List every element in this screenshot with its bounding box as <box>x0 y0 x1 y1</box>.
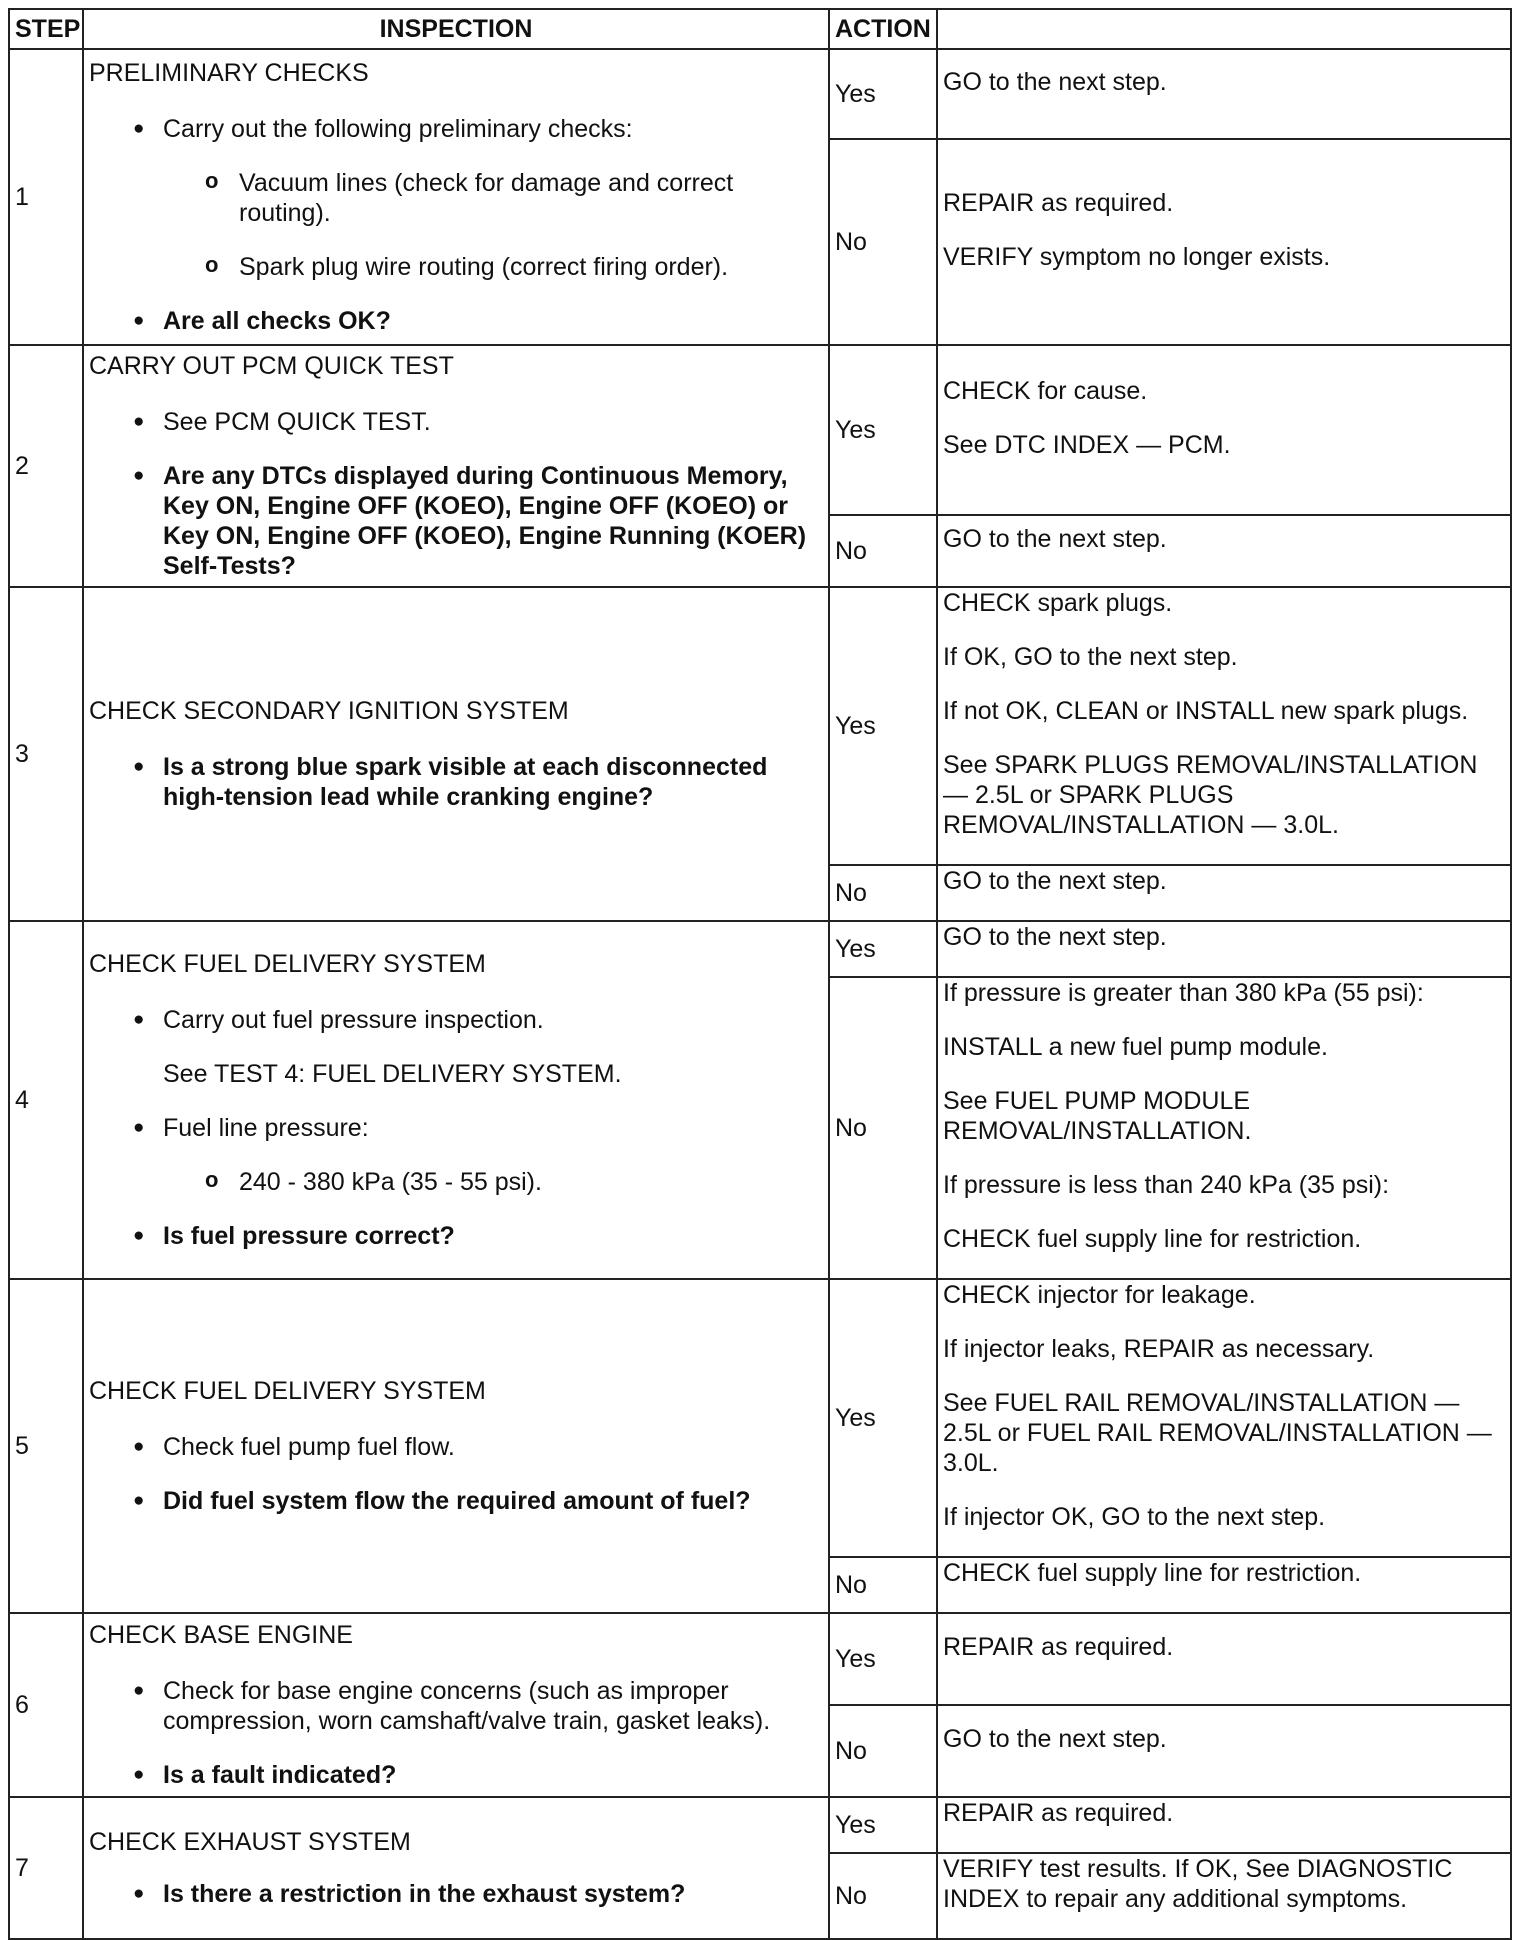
result-text: See SPARK PLUGS REMOVAL/INSTALLATION — 2.5L or SPARK PLUGS REMOVAL/INSTALLATION — 3.0L. <box>943 751 1478 839</box>
result-text: CHECK spark plugs. <box>943 589 1173 617</box>
inspection-question: ● Is a fault indicated? <box>89 1760 823 1790</box>
step-number: 6 <box>9 1613 83 1797</box>
result-no <box>937 1853 1511 1939</box>
bullet-item: ● See PCM QUICK TEST. <box>89 407 823 437</box>
table-row <box>9 1613 1511 1705</box>
table-row <box>9 587 1511 865</box>
step-number: 2 <box>9 345 83 587</box>
inspection-question: ● Are any DTCs displayed during Continuous Memory, Key ON, Engine OFF (KOEO), Engine OFF (KOEO) or Key ON, Engine OFF (KOEO), Engine Running (KOER) Self-Tests? <box>89 461 823 581</box>
bullet-item: ● Carry out the following preliminary checks: <box>89 114 823 144</box>
result-no <box>937 139 1511 345</box>
action-no: No <box>829 1705 937 1797</box>
step-number: 3 <box>9 587 83 921</box>
bullet-item: ● Check for base engine concerns (such as improper compression, worn camshaft/valve train, gasket leaks). <box>89 1676 823 1736</box>
action-no: No <box>829 515 937 587</box>
result-no <box>937 977 1511 1279</box>
header-result <box>937 9 1511 49</box>
inspection-title: CHECK FUEL DELIVERY SYSTEM <box>89 1377 486 1405</box>
table-row <box>9 921 1511 977</box>
action-yes: Yes <box>829 587 937 865</box>
action-no: No <box>829 977 937 1279</box>
result-text: CHECK fuel supply line for restriction. <box>943 1225 1362 1253</box>
result-text: If injector leaks, REPAIR as necessary. <box>943 1335 1375 1363</box>
inspection-title: CHECK SECONDARY IGNITION SYSTEM <box>89 697 569 725</box>
sub-bullet-item: o 240 - 380 kPa (35 - 55 psi). <box>89 1167 823 1197</box>
header-action: ACTION <box>829 9 937 49</box>
result-text: GO to the next step. <box>943 867 1167 895</box>
result-text: See FUEL PUMP MODULE REMOVAL/INSTALLATION. <box>943 1087 1252 1145</box>
header-inspection: INSPECTION <box>83 9 829 49</box>
inspection-cell <box>83 1279 829 1613</box>
inspection-cell <box>83 1613 829 1797</box>
inspection-cell <box>83 921 829 1279</box>
result-yes <box>937 587 1511 865</box>
result-yes <box>937 1279 1511 1557</box>
result-text: If OK, GO to the next step. <box>943 643 1238 671</box>
result-text: If pressure is greater than 380 kPa (55 psi): <box>943 979 1424 1007</box>
action-yes: Yes <box>829 345 937 515</box>
result-no <box>937 515 1511 587</box>
bullet-item: ● Carry out fuel pressure inspection. <box>89 1005 823 1035</box>
result-text: CHECK for cause. <box>943 377 1148 405</box>
action-yes: Yes <box>829 1279 937 1557</box>
result-text: GO to the next step. <box>943 68 1167 96</box>
bullet-item: ● Fuel line pressure: <box>89 1113 823 1143</box>
result-text: GO to the next step. <box>943 525 1167 553</box>
inspection-cell <box>83 587 829 921</box>
result-text: VERIFY symptom no longer exists. <box>943 243 1331 271</box>
result-text: REPAIR as required. <box>943 1799 1174 1827</box>
bullet-item: ● Check fuel pump fuel flow. <box>89 1432 823 1462</box>
result-text: If not OK, CLEAN or INSTALL new spark plugs. <box>943 697 1469 725</box>
inspection-question: ● Is there a restriction in the exhaust system? <box>89 1879 823 1909</box>
result-text: VERIFY test results. If OK, See DIAGNOSTIC INDEX to repair any additional symptoms. <box>943 1855 1453 1913</box>
result-yes <box>937 49 1511 139</box>
table-row <box>9 49 1511 139</box>
bullet-note: See TEST 4: FUEL DELIVERY SYSTEM. <box>163 1060 622 1088</box>
result-text: REPAIR as required. <box>943 189 1174 217</box>
result-text: REPAIR as required. <box>943 1633 1174 1661</box>
action-yes: Yes <box>829 1797 937 1853</box>
inspection-title: PRELIMINARY CHECKS <box>89 59 369 87</box>
inspection-question: ● Are all checks OK? <box>89 306 823 336</box>
result-text: CHECK fuel supply line for restriction. <box>943 1559 1362 1587</box>
action-yes: Yes <box>829 921 937 977</box>
inspection-title: CHECK EXHAUST SYSTEM <box>89 1828 411 1856</box>
table-row <box>9 1797 1511 1853</box>
result-yes <box>937 921 1511 977</box>
result-text: INSTALL a new fuel pump module. <box>943 1033 1328 1061</box>
inspection-cell <box>83 49 829 345</box>
result-no <box>937 1705 1511 1797</box>
inspection-cell <box>83 345 829 587</box>
sub-bullet-item: o Spark plug wire routing (correct firing order). <box>89 252 823 282</box>
inspection-question: ● Did fuel system flow the required amount of fuel? <box>89 1486 823 1516</box>
result-text: CHECK injector for leakage. <box>943 1281 1256 1309</box>
table-row <box>9 345 1511 515</box>
action-no: No <box>829 865 937 921</box>
action-no: No <box>829 1557 937 1613</box>
result-text: GO to the next step. <box>943 1725 1167 1753</box>
inspection-title: CHECK BASE ENGINE <box>89 1621 353 1649</box>
inspection-cell <box>83 1797 829 1939</box>
result-text: If injector OK, GO to the next step. <box>943 1503 1326 1531</box>
result-text: If pressure is less than 240 kPa (35 psi): <box>943 1171 1390 1199</box>
result-text: See DTC INDEX — PCM. <box>943 431 1231 459</box>
action-yes: Yes <box>829 49 937 139</box>
result-no <box>937 865 1511 921</box>
sub-bullet-item: o Vacuum lines (check for damage and correct routing). <box>89 168 823 228</box>
header-row <box>9 9 1511 49</box>
action-no: No <box>829 1853 937 1939</box>
diagnostic-table <box>8 8 1512 1940</box>
inspection-title: CARRY OUT PCM QUICK TEST <box>89 352 454 380</box>
result-text: See FUEL RAIL REMOVAL/INSTALLATION — 2.5L or FUEL RAIL REMOVAL/INSTALLATION — 3.0L. <box>943 1389 1492 1477</box>
result-text: GO to the next step. <box>943 923 1167 951</box>
result-no <box>937 1557 1511 1613</box>
inspection-question: ● Is a strong blue spark visible at each disconnected high-tension lead while cranking engine? <box>89 752 823 812</box>
inspection-title: CHECK FUEL DELIVERY SYSTEM <box>89 950 486 978</box>
step-number: 1 <box>9 49 83 345</box>
step-number: 4 <box>9 921 83 1279</box>
header-step: STEP <box>9 9 83 49</box>
step-number: 5 <box>9 1279 83 1613</box>
result-yes <box>937 1613 1511 1705</box>
step-number: 7 <box>9 1797 83 1939</box>
result-yes <box>937 1797 1511 1853</box>
inspection-question: ● Is fuel pressure correct? <box>89 1221 823 1251</box>
result-yes <box>937 345 1511 515</box>
action-yes: Yes <box>829 1613 937 1705</box>
action-no: No <box>829 139 937 345</box>
table-row <box>9 1279 1511 1557</box>
